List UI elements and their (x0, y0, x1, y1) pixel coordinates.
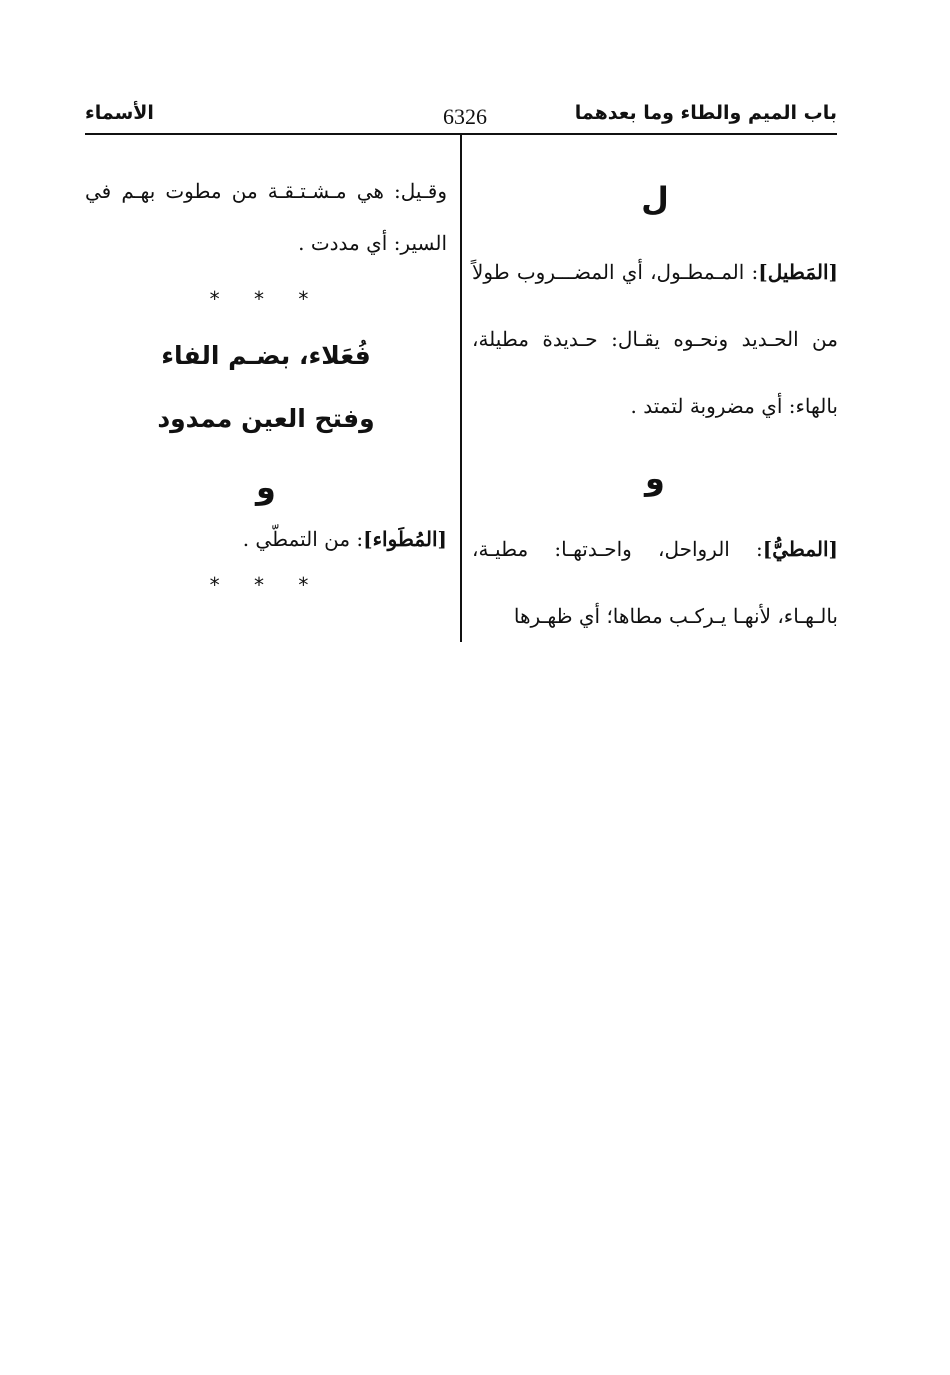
pattern-heading-line-2: وفتح العين ممدود (157, 404, 375, 433)
entry-mutil (472, 239, 838, 440)
entry-definition: : المـمطـول، أي المضـــروب طولاً من الحـديد ونحـوه يقـال: حـديدة مطيلة، بالهاء: أي مضروبة لتمتد . (472, 260, 838, 418)
continuation-paragraph: وقـيل: هي مـشـتـقـة من مطوت بهـم في السير: أي مددت . (85, 179, 447, 255)
entry-definition: : من التمطّي . (242, 527, 364, 551)
left-column (85, 165, 447, 597)
entry-definition: : الرواحل، واحـدتهـا: مطيـة، بالـهـاء، لأنهـا يـركـب مطاها؛ أي ظهـرها (472, 537, 838, 628)
section-separator: * * * (209, 573, 323, 597)
letter-heading-waw: و (256, 468, 276, 506)
entry-term: [المطيُّ] (762, 537, 838, 561)
entry-mutawa (85, 513, 447, 565)
column-divider (460, 135, 462, 642)
page-number: 6326 (443, 104, 487, 129)
entry-term: [المُطَواء] (363, 527, 447, 551)
entry-mutiyy (472, 516, 838, 650)
section-separator: * * * (209, 287, 323, 311)
section-title: الأسماء (85, 102, 154, 124)
letter-heading-lam: ل (641, 180, 669, 218)
right-column (472, 165, 838, 650)
entry-term: [المَطيل] (758, 260, 838, 284)
letter-heading-waw: و (645, 459, 665, 497)
pattern-heading-line-1: فُعَلاء، بضـم الفاء (161, 341, 371, 370)
chapter-title: باب الميم والطاء وما بعدهما (574, 102, 837, 124)
